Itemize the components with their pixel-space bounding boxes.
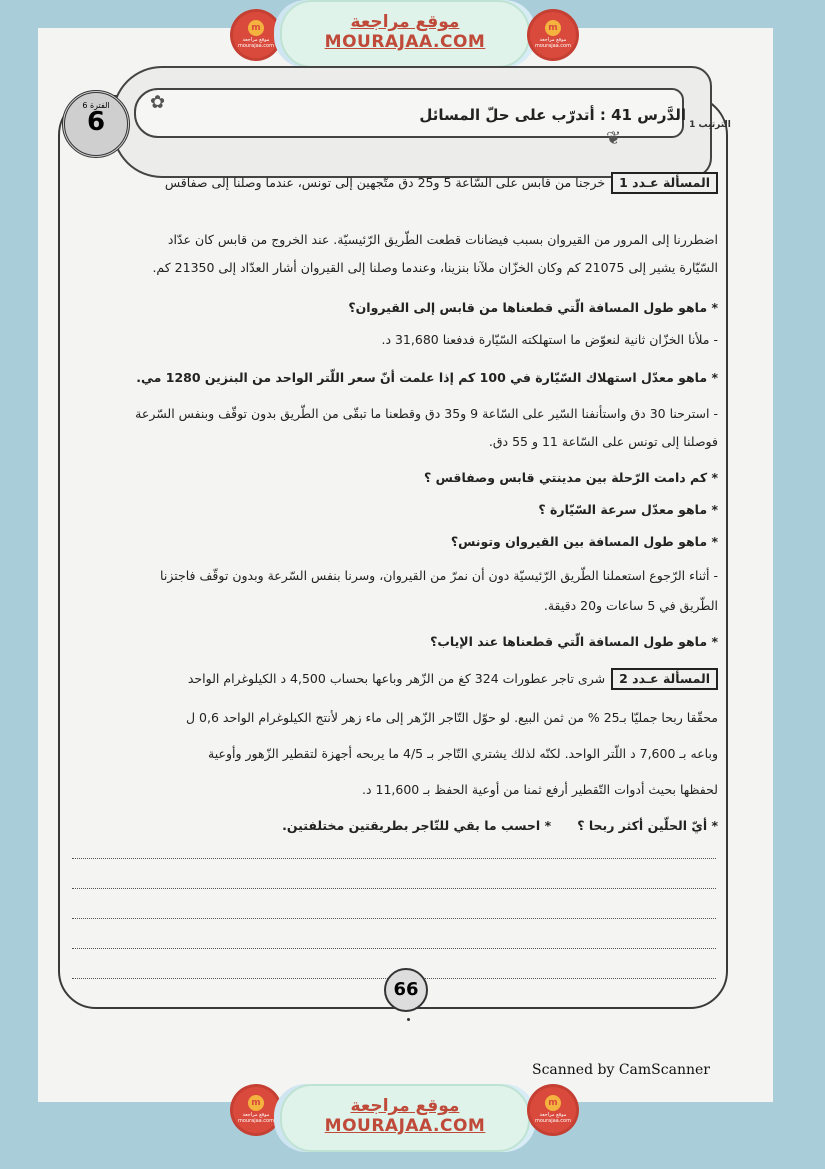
site-badge-top[interactable] [280, 0, 530, 68]
problem2-line1: المسألة عـدد 2شرى تاجر عطورات 324 كغ من الزّهر وباعها بحساب 4,500 د الكيلوغرام الواحد [70, 668, 718, 690]
scanner-watermark: Scanned by CamScanner [532, 1062, 710, 1078]
answer-line[interactable] [72, 858, 716, 859]
page-number: 66 [384, 968, 428, 1012]
problem2-questions [70, 818, 718, 834]
answer-line[interactable] [72, 888, 716, 889]
problem1-question6: * ماهو طول المسافة الّتي قطعناها عند الإياب؟ [430, 634, 718, 649]
lesson-title: الدَّرس 41 : أتدرّب على حلّ المسائل [419, 106, 686, 124]
problem1-line3: السّيّارة يشير إلى 21075 كم وكان الخزّان ملآنا بنزينا، وعندما وصلنا إلى القيروان أشار العدّاد إلى 21350 كم. [152, 260, 718, 275]
site-logo-right-bottom[interactable] [530, 1087, 576, 1133]
logo-icon: m [545, 20, 561, 36]
problem2-line2: محقّقا ربحا جمليّا بـ25 % من ثمن البيع. لو حوّل التّاجر الزّهر إلى ماء زهر لأنتج الكيلوغرام الواحد 0,6 ل [185, 710, 718, 725]
logo-icon: m [545, 1095, 561, 1111]
lesson-banner-inner [134, 88, 684, 138]
problem1-question2: * ماهو معدّل استهلاك السّيّارة في 100 كم إذا علمت أنّ سعر اللّتر الواحد من البنزين 1280 مي. [136, 370, 718, 385]
problem2-question2: * احسب ما بقي للتّاجر بطريقتين مختلفتين. [282, 818, 552, 833]
problem1-question4: * ماهو معدّل سرعة السّيّارة ؟ [538, 502, 718, 517]
problem1-line5: - استرحنا 30 دق واستأنفنا السّير على السّاعة 9 و35 دق وقطعنا ما تبقّى من الطّريق بدون توقّف وبنفس السّرعة [135, 406, 718, 421]
ink-dot [407, 1018, 410, 1021]
problem1-line8: الطّريق في 5 ساعات و20 دقيقة. [543, 598, 718, 613]
site-logo-left-bottom[interactable] [233, 1087, 279, 1133]
problem2-tag: المسألة عـدد 2 [611, 668, 718, 690]
logo-icon: m [248, 20, 264, 36]
period-badge [62, 90, 130, 158]
problem1-question5: * ماهو طول المسافة بين القيروان وتونس؟ [450, 534, 718, 549]
period-caption: الترتيب 1 [689, 120, 731, 130]
flower-decoration-icon: ✿ [150, 92, 166, 113]
site-name-ar: موقع مراجعة [350, 1096, 460, 1116]
problem1-question3: * كم دامت الرّحلة بين مدينتي قابس وصفاقس ؟ [424, 470, 718, 485]
problem1-line6: فوصلنا إلى تونس على السّاعة 11 و 55 دق. [488, 434, 718, 449]
problem2-line3: وباعه بـ 7,600 د اللّتر الواحد. لكنّه لذلك يشتري التّاجر بـ 4/5 ما يربحه أجهزة لتقطير الزّهور وأوعية [208, 746, 718, 761]
site-badge-bottom[interactable] [280, 1084, 530, 1152]
site-name-en: MOURAJAA.COM [324, 32, 486, 52]
site-logo-right-top[interactable] [530, 12, 576, 58]
problem2-line4: لحفظها بحيث أدوات التّقطير أرفع ثمنا من أوعية الحفظ بـ 11,600 د. [362, 782, 718, 797]
logo-caption: موقع مراجعة mourajaa.com [237, 1112, 274, 1124]
problem1-line4: - ملأنا الخزّان ثانية لنعوّض ما استهلكته السّيّارة فدفعنا 31,680 د. [381, 332, 718, 347]
answer-line[interactable] [72, 918, 716, 919]
site-name-ar: موقع مراجعة [350, 12, 460, 32]
problem1-line7: - أثناء الرّجوع استعملنا الطّريق الرّئيسيّة دون أن نمرّ من القيروان، وسرنا بنفس السّرعة وبدون توقّف فاجتزنا [160, 568, 718, 583]
problem1-line1: المسألة عـدد 1خرجنا من قابس على السّاعة 5 و25 دق متّجهين إلى تونس، عندما وصلنا إلى صفاقس [70, 172, 718, 194]
problem2-question1: * أيّ الحلّين أكثر ربحا ؟ [577, 818, 718, 833]
period-label: الفترة 6 [82, 101, 110, 110]
site-logo-left-top[interactable] [233, 12, 279, 58]
period-number: 6 [86, 107, 106, 137]
answer-line[interactable] [72, 948, 716, 949]
problem1-tag: المسألة عـدد 1 [611, 172, 718, 194]
logo-icon: m [248, 1095, 264, 1111]
problem1-question1: * ماهو طول المسافة الّتي قطعناها من قابس إلى القيروان؟ [348, 300, 718, 315]
lesson-banner [112, 66, 712, 178]
logo-caption: موقع مراجعة mourajaa.com [237, 37, 274, 49]
leaf-decoration-icon: ❦ [606, 128, 622, 149]
problem1-line2: اضطررنا إلى المرور من القيروان بسبب فيضانات قطعت الطّريق الرّئيسيّة. عند الخروج من قابس كان عدّاد [167, 232, 718, 247]
site-name-en: MOURAJAA.COM [324, 1116, 486, 1136]
logo-caption: موقع مراجعة mourajaa.com [534, 37, 571, 49]
logo-caption: موقع مراجعة mourajaa.com [534, 1112, 571, 1124]
